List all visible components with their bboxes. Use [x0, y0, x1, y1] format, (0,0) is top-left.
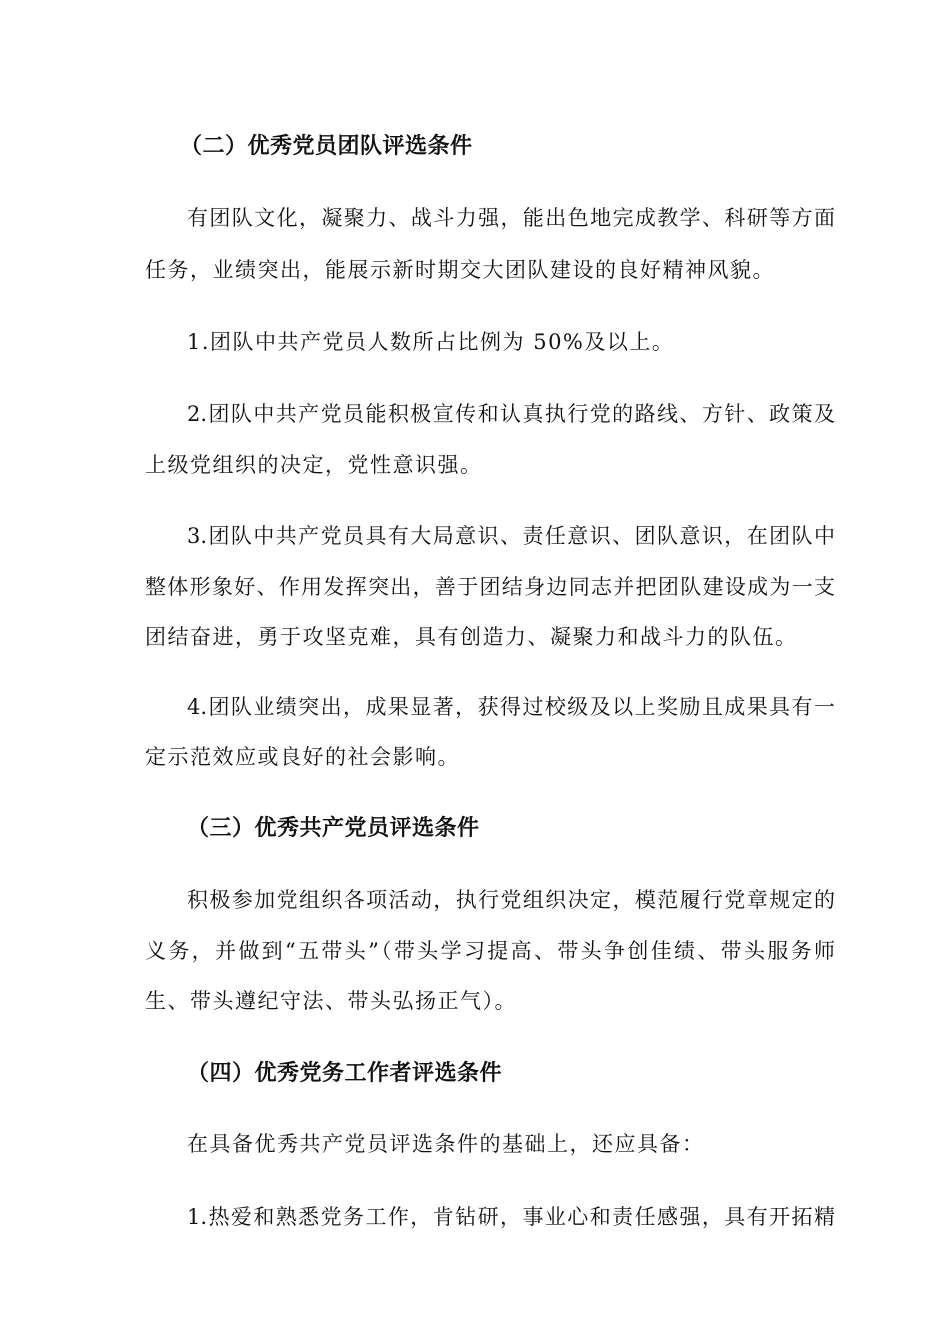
- section-heading: （四）优秀党务工作者评选条件: [187, 1061, 503, 1086]
- list-item-line: 4.团队业绩突出，成果显著，获得过校级及以上奖励且成果具有一: [187, 695, 835, 719]
- paragraph-line: 有团队文化，凝聚力、战斗力强，能出色地完成教学、科研等方面: [187, 206, 835, 230]
- list-item-line: 3.团队中共产党员具有大局意识、责任意识、团队意识，在团队中: [187, 524, 835, 548]
- list-item-line: 定示范效应或良好的社会影响。: [145, 745, 460, 769]
- list-item-line: 整体形象好、作用发挥突出，善于团结身边同志并把团队建设成为一支: [145, 575, 835, 599]
- paragraph-line: 义务，并做到“五带头”（带头学习提高、带头争创佳绩、带头服务师: [145, 939, 835, 963]
- paragraph-line: 生、带头遵纪守法、带头弘扬正气）。: [145, 989, 517, 1013]
- paragraph-line: 在具备优秀共产党员评选条件的基础上，还应具备：: [187, 1132, 705, 1156]
- paragraph-line: 积极参加党组织各项活动，执行党组织决定，模范履行党章规定的: [187, 888, 835, 912]
- list-item-line: 上级党组织的决定，党性意识强。: [145, 453, 483, 477]
- list-item-line: 团结奋进，勇于攻坚克难，具有创造力、凝聚力和战斗力的队伍。: [145, 625, 798, 649]
- section-heading: （三）优秀共产党员评选条件: [187, 816, 480, 841]
- list-item-line: 1.热爱和熟悉党务工作，肯钻研，事业心和责任感强，具有开拓精: [187, 1205, 835, 1229]
- list-item-line: 1.团队中共产党员人数所占比例为 50%及以上。: [187, 330, 675, 354]
- paragraph-line: 任务，业绩突出，能展示新时期交大团队建设的良好精神风貌。: [145, 258, 775, 282]
- list-item-line: 2.团队中共产党员能积极宣传和认真执行党的路线、方针、政策及: [187, 402, 835, 426]
- section-heading: （二）优秀党员团队评选条件: [180, 134, 473, 159]
